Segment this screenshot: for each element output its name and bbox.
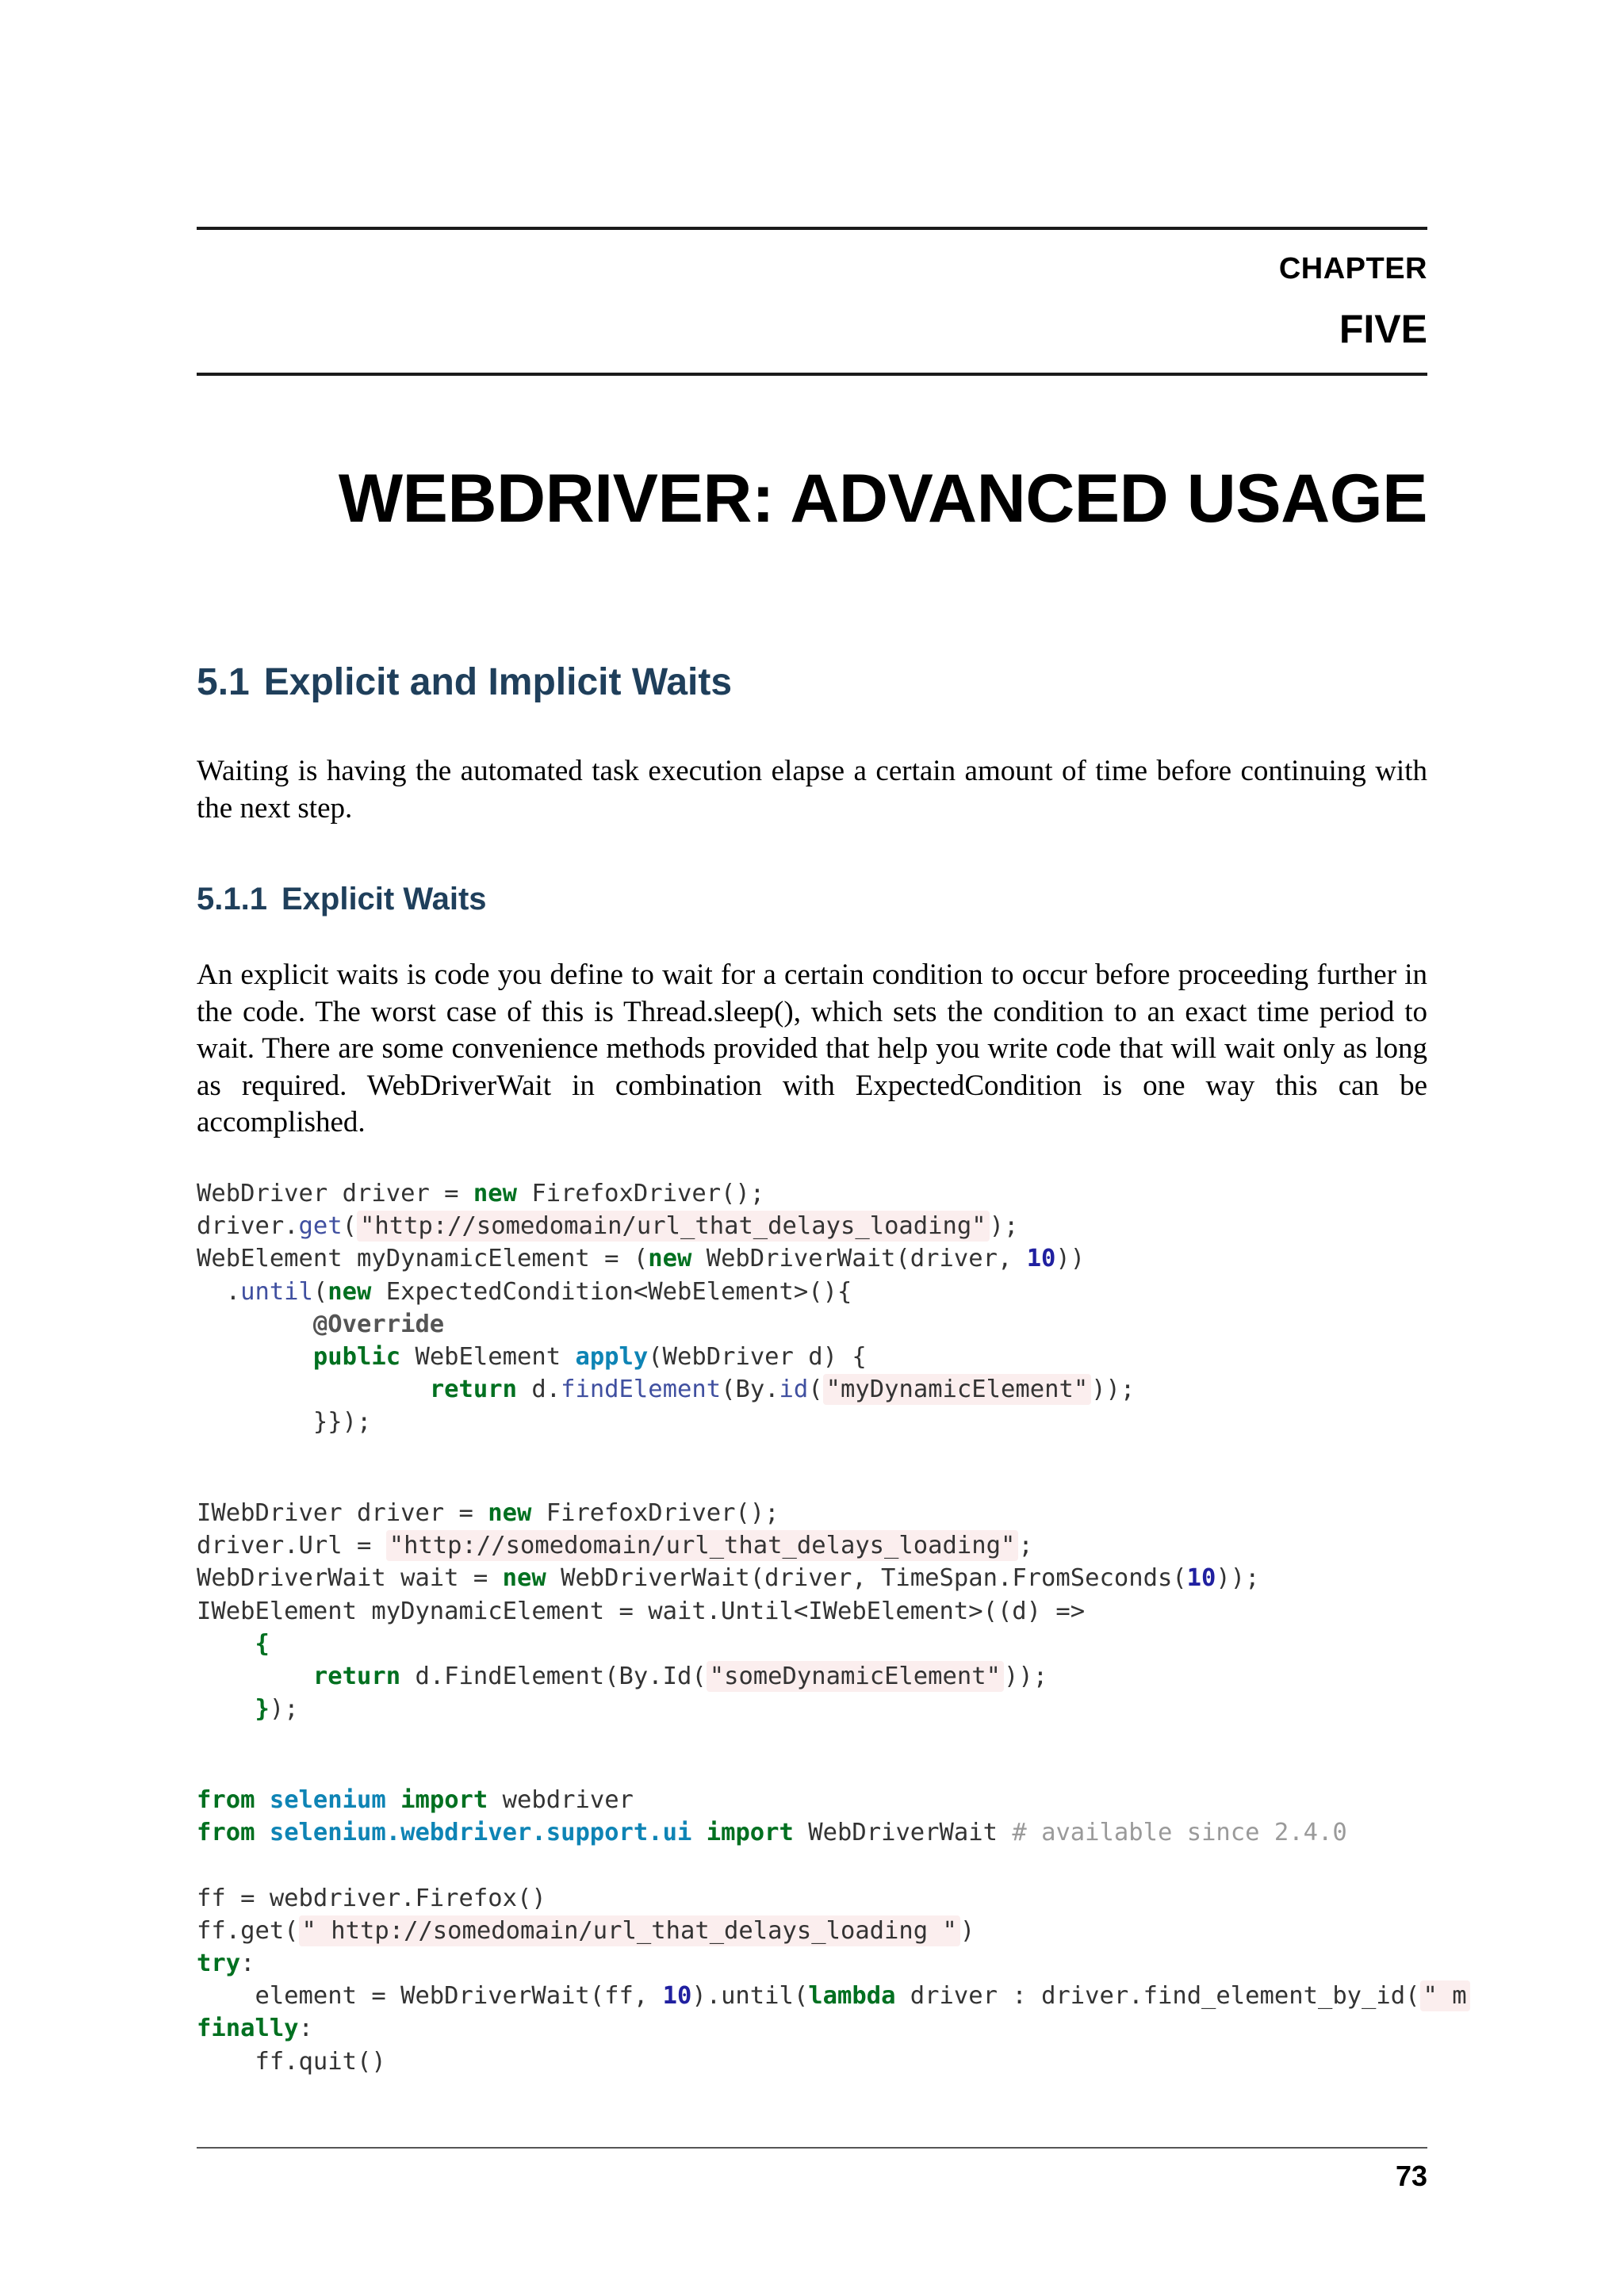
chapter-bottom-rule xyxy=(197,373,1427,376)
code-line: }); xyxy=(255,1695,299,1724)
code-line: WebDriver driver = new FirefoxDriver(); xyxy=(197,1180,765,1207)
code-line: .until(new ExpectedCondition<WebElement>(){ xyxy=(197,1277,852,1306)
code-line: @Override xyxy=(312,1310,445,1338)
section-intro-paragraph: Waiting is having the automated task execution elapse a certain amount of time before continuing with the next step. xyxy=(197,755,1427,825)
subsection-title: Explicit Waits xyxy=(281,882,487,916)
code-line: IWebDriver driver = new FirefoxDriver(); xyxy=(197,1499,779,1527)
section-heading xyxy=(197,660,732,704)
code-line: ff.get( " http://somedomain/url_that_delays_loading " ) xyxy=(197,1916,975,1945)
code-line: try: xyxy=(197,1949,255,1977)
csharp-code-block xyxy=(197,1497,1260,1725)
subsection-body-paragraph: An explicit waits is code you define to wait for a certain condition to occur before proceeding further in the code. The worst case of this is Thread.sleep(), which sets the condition to an exact time period to wait. There are some convenience methods provided that help you write code that will wait only as long as required. WebDriverWait in combination with ExpectedCondition is one way this can be accomplished. xyxy=(197,959,1427,1138)
subsection-number: 5.1.1 xyxy=(197,882,267,916)
code-line: { xyxy=(255,1629,270,1658)
code-line: return d.findElement(By.id( "myDynamicElement" )); xyxy=(429,1376,1136,1404)
code-line: ff = webdriver.Firefox() xyxy=(197,1884,546,1912)
java-code-block xyxy=(197,1177,1135,1439)
section-number: 5.1 xyxy=(197,661,250,703)
code-line xyxy=(197,1849,1470,1881)
chapter-label: CHAPTER xyxy=(1278,252,1427,285)
code-line: element = WebDriverWait(ff, 10).until(lambda driver : driver.find_element_by_id( " m xyxy=(197,1980,1470,2012)
page-number: 73 xyxy=(1395,2160,1427,2192)
code-line: driver.Url = "http://somedomain/url_that_delays_loading" ; xyxy=(197,1532,1033,1560)
code-line: driver.get( "http://somedomain/url_that_delays_loading" ); xyxy=(197,1212,1019,1241)
code-line: from selenium import webdriver xyxy=(197,1786,634,1814)
chapter-number: FIVE xyxy=(1339,307,1427,351)
code-line: public WebElement apply(WebDriver d) { xyxy=(312,1342,867,1371)
code-line: WebDriverWait wait = new WebDriverWait(driver, TimeSpan.FromSeconds(10)); xyxy=(197,1564,1260,1593)
python-code-block xyxy=(197,1784,1470,2078)
section-title: Explicit and Implicit Waits xyxy=(263,661,733,703)
subsection-heading xyxy=(197,882,487,917)
code-line: from selenium.webdriver.support.ui import WebDriverWait # available since 2.4.0 xyxy=(197,1819,1347,1847)
code-line: return d.FindElement(By.Id( "someDynamicElement" )); xyxy=(312,1662,1048,1690)
chapter-title: WEBDRIVER: ADVANCED USAGE xyxy=(338,461,1427,537)
chapter-top-rule xyxy=(197,227,1427,230)
code-line: ff.quit() xyxy=(197,2047,386,2076)
document-page xyxy=(197,0,1467,2296)
code-line: }}); xyxy=(312,1408,372,1437)
footer-rule xyxy=(197,2147,1427,2149)
code-line: WebElement myDynamicElement = (new WebDriverWait(driver, 10)) xyxy=(197,1245,1086,1273)
code-line: finally: xyxy=(197,2015,313,2043)
code-line: IWebElement myDynamicElement = wait.Until<IWebElement>((d) => xyxy=(197,1597,1086,1625)
